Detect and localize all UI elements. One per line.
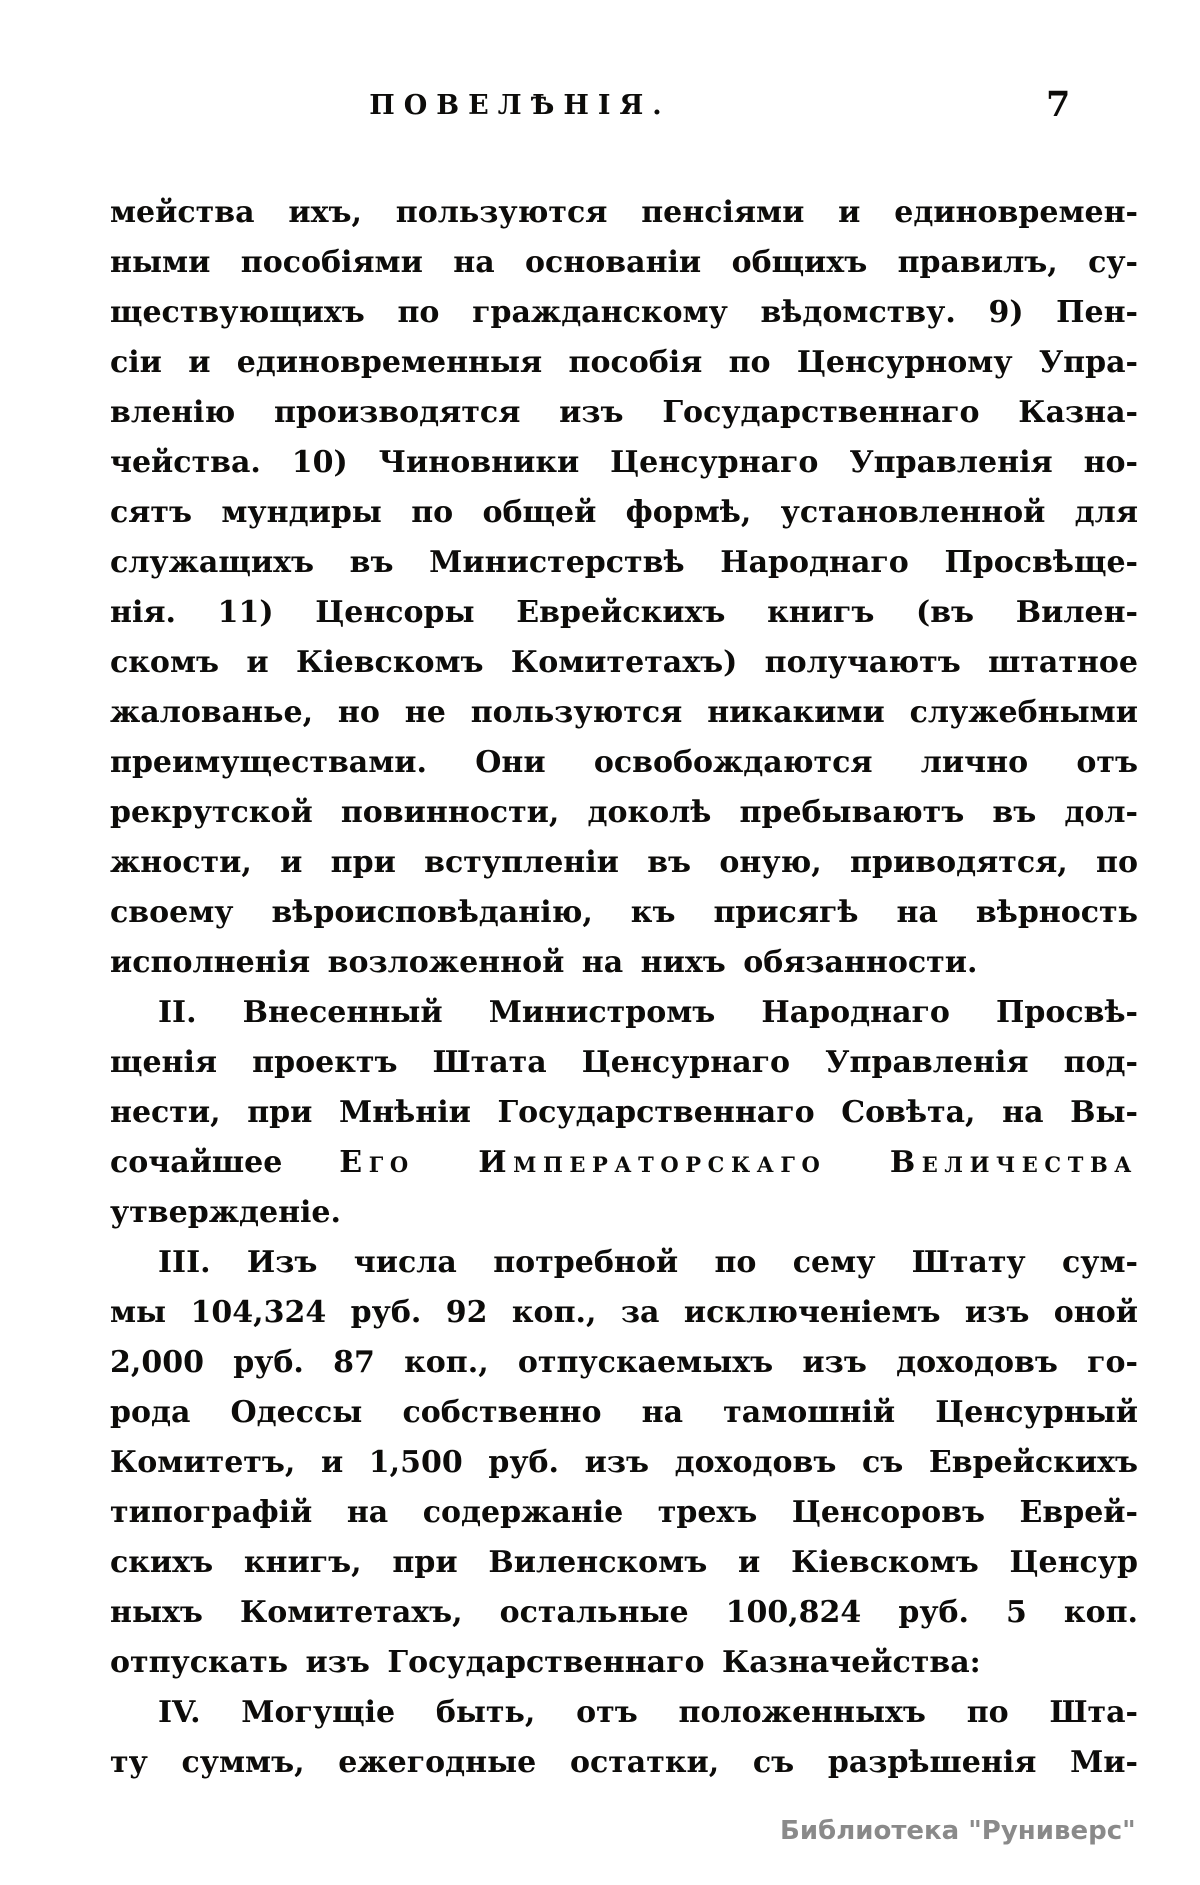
text-segment: Его Императорскаго Величества bbox=[339, 1145, 1138, 1180]
running-head-title: ПОВЕЛѢНІЯ. bbox=[369, 90, 671, 121]
text-line: чейства. 10) Чиновники Ценсурнаго Управленія но- bbox=[110, 445, 1138, 480]
text-line: мы 104,324 руб. 92 коп., за исключеніемъ изъ оной bbox=[110, 1295, 1138, 1330]
text-line: отпускать изъ Государственнаго Казначейства: bbox=[110, 1645, 981, 1680]
text-line: нія. 11) Ценсоры Еврейскихъ книгъ (въ Вилен- bbox=[110, 595, 1138, 630]
paragraph bbox=[110, 188, 1138, 988]
library-watermark: Библиотека "Руниверс" bbox=[780, 1816, 1136, 1846]
text-block bbox=[110, 188, 1138, 1788]
text-line: рекрутской повинности, доколѣ пребываютъ въ дол- bbox=[110, 795, 1138, 830]
text-line: ту суммъ, ежегодные остатки, съ разрѣшенія Ми- bbox=[110, 1745, 1138, 1780]
paragraph bbox=[110, 1688, 1138, 1788]
paragraph bbox=[110, 1238, 1138, 1688]
text-line: Комитетъ, и 1,500 руб. изъ доходовъ съ Еврейскихъ bbox=[110, 1445, 1138, 1480]
text-line: нести, при Мнѣніи Государственнаго Совѣта, на Вы- bbox=[110, 1095, 1138, 1130]
text-line: мейства ихъ, пользуются пенсіями и единовремен- bbox=[110, 195, 1138, 230]
text-line: IV. Могущіе быть, отъ положенныхъ по Шта- bbox=[158, 1695, 1138, 1730]
text-line: II. Внесенный Министромъ Народнаго Просвѣ- bbox=[158, 995, 1138, 1030]
text-line: исполненія возложенной на нихъ обязанности. bbox=[110, 945, 978, 980]
text-line: типографій на содержаніе трехъ Ценсоровъ Еврей- bbox=[110, 1495, 1138, 1530]
text-line: сятъ мундиры по общей формѣ, установленной для bbox=[110, 495, 1138, 530]
text-line: 2,000 руб. 87 коп., отпускаемыхъ изъ доходовъ го- bbox=[110, 1345, 1138, 1380]
text-line: служащихъ въ Министерствѣ Народнаго Просвѣще- bbox=[110, 545, 1138, 580]
text-line: щенія проектъ Штата Ценсурнаго Управленія под- bbox=[110, 1045, 1138, 1080]
text-line: жности, и при вступленіи въ оную, приводятся, по bbox=[110, 845, 1138, 880]
paragraph bbox=[110, 988, 1138, 1238]
text-line: вленію производятся изъ Государственнаго Казна- bbox=[110, 395, 1138, 430]
text-line: сіи и единовременныя пособія по Ценсурному Упра- bbox=[110, 345, 1138, 380]
text-line: скихъ книгъ, при Виленскомъ и Кіевскомъ Ценсур bbox=[110, 1545, 1138, 1580]
text-line: ными пособіями на основаніи общихъ правилъ, су- bbox=[110, 245, 1138, 280]
text-segment: сочайшее bbox=[110, 1145, 340, 1180]
text-line: рода Одессы собственно на тамошній Ценсурный bbox=[110, 1395, 1138, 1430]
text-line: своему вѣроисповѣданію, къ присягѣ на вѣрность bbox=[110, 895, 1138, 930]
text-line: III. Изъ числа потребной по сему Штату сум- bbox=[158, 1245, 1138, 1280]
text-line: утвержденіе. bbox=[110, 1195, 341, 1230]
text-line: преимуществами. Они освобождаются лично отъ bbox=[110, 745, 1138, 780]
text-line: ныхъ Комитетахъ, остальные 100,824 руб. 5 коп. bbox=[110, 1595, 1138, 1630]
text-line: ществующихъ по гражданскому вѣдомству. 9) Пен- bbox=[110, 295, 1138, 330]
text-line: жалованье, но не пользуются никакими служебными bbox=[110, 695, 1138, 730]
page-number: 7 bbox=[1046, 84, 1071, 125]
text-line: скомъ и Кіевскомъ Комитетахъ) получаютъ штатное bbox=[110, 645, 1138, 680]
text-line bbox=[110, 1138, 1138, 1188]
